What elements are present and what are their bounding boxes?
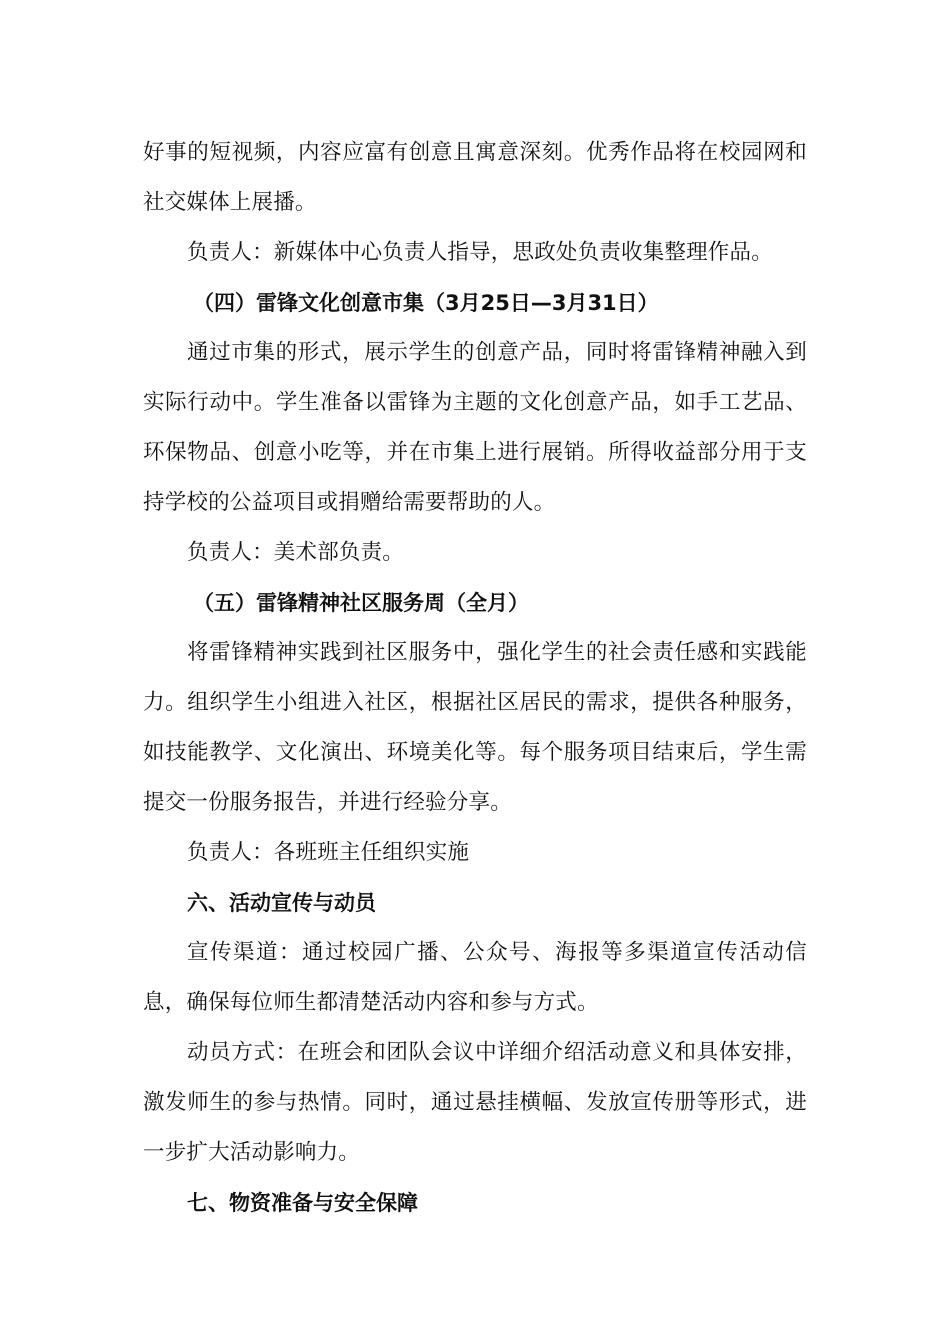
paragraph-responsible-video: 负责人：新媒体中心负责人指导，思政处负责收集整理作品。 [187,240,773,265]
paragraph-publicity-channels: 宣传渠道：通过校园广播、公众号、海报等多渠道宣传活动信息，确保每位师生都清楚活动内容和参与方式。 [143,940,807,1015]
paragraph-responsible-market: 负责人：美术部负责。 [187,540,405,565]
paragraph-mobilization: 动员方式：在班会和团队会议中详细介绍活动意义和具体安排，激发师生的参与热情。同时，通过悬挂横幅、发放宣传册等形式，进一步扩大活动影响力。 [143,1040,807,1165]
heading-section-seven: 七、物资准备与安全保障 [187,1191,418,1215]
paragraph-community-description: 将雷锋精神实践到社区服务中，强化学生的社会责任感和实践能力。组织学生小组进入社区，根据社区居民的需求，提供各种服务，如技能教学、文化演出、环境美化等。每个服务项目结束后，学生需提交一份服务报告，并进行经验分享。 [143,640,807,815]
paragraph-market-description: 通过市集的形式，展示学生的创意产品，同时将雷锋精神融入到实际行动中。学生准备以雷锋为主题的文化创意产品，如手工艺品、环保物品、创意小吃等，并在市集上进行展销。所得收益部分用于支持学校的公益项目或捐赠给需要帮助的人。 [143,340,807,515]
paragraph-video-intro: 好事的短视频，内容应富有创意且寓意深刻。优秀作品将在校园网和社交媒体上展播。 [143,140,807,215]
document-body [143,128,807,1228]
heading-section-4: （四）雷锋文化创意市集（3月25日—3月31日） [193,291,659,315]
heading-section-six: 六、活动宣传与动员 [187,891,376,915]
heading-section-5: （五）雷锋精神社区服务周（全月） [193,591,529,615]
paragraph-responsible-community: 负责人：各班班主任组织实施 [187,840,470,865]
